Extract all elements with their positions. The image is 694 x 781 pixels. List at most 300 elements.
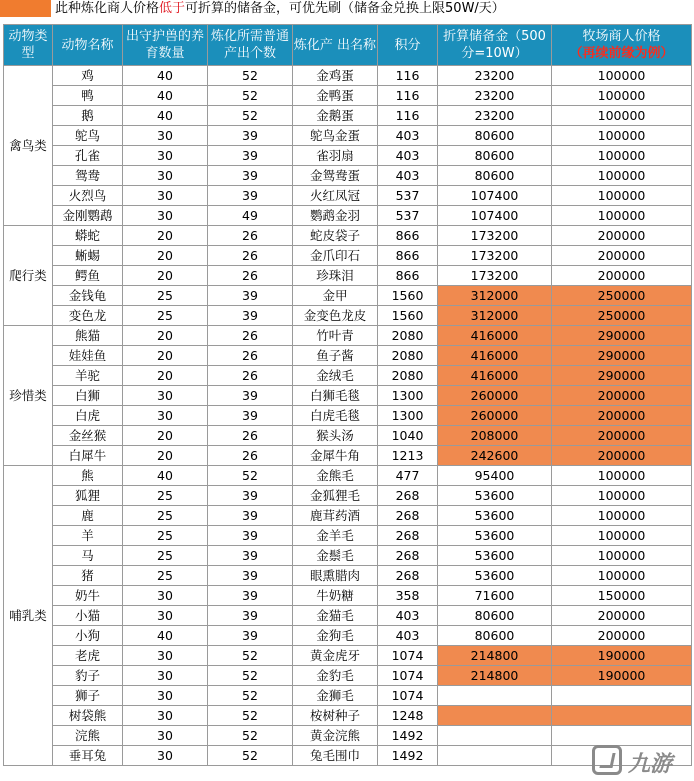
reserve-cell: 53600 xyxy=(438,526,552,546)
breed-count-cell: 30 xyxy=(123,206,208,226)
reserve-cell: 23200 xyxy=(438,106,552,126)
product-name-cell: 金熊毛 xyxy=(293,466,378,486)
points-cell: 1560 xyxy=(378,286,438,306)
points-cell: 866 xyxy=(378,266,438,286)
product-name-cell: 金鸳鸯蛋 xyxy=(293,166,378,186)
product-name-cell: 白狮毛毯 xyxy=(293,386,378,406)
points-cell: 1074 xyxy=(378,686,438,706)
breed-count-cell: 20 xyxy=(123,446,208,466)
table-row xyxy=(4,386,692,406)
merchant-price-cell: 290000 xyxy=(552,346,692,366)
animal-name-cell: 白狮 xyxy=(53,386,123,406)
needed-count-cell: 39 xyxy=(208,546,293,566)
breed-count-cell: 30 xyxy=(123,646,208,666)
merchant-price-cell: 200000 xyxy=(552,426,692,446)
breed-count-cell: 20 xyxy=(123,326,208,346)
needed-count-cell: 39 xyxy=(208,506,293,526)
reserve-cell: 107400 xyxy=(438,186,552,206)
product-name-cell: 金狮毛 xyxy=(293,686,378,706)
table-row xyxy=(4,106,692,126)
product-name-cell: 金豹毛 xyxy=(293,666,378,686)
animal-name-cell: 猪 xyxy=(53,566,123,586)
watermark xyxy=(592,743,692,777)
merchant-price-cell: 100000 xyxy=(552,506,692,526)
reserve-cell: 71600 xyxy=(438,586,552,606)
points-cell: 403 xyxy=(378,126,438,146)
merchant-price-cell: 190000 xyxy=(552,666,692,686)
points-cell: 1560 xyxy=(378,306,438,326)
reserve-cell: 53600 xyxy=(438,566,552,586)
product-name-cell: 鹿茸药酒 xyxy=(293,506,378,526)
needed-count-cell: 39 xyxy=(208,626,293,646)
table-row xyxy=(4,366,692,386)
table-row xyxy=(4,746,692,766)
reserve-cell: 80600 xyxy=(438,166,552,186)
notice-text-highlight: 低于 xyxy=(159,1,186,16)
merchant-price-cell: 200000 xyxy=(552,446,692,466)
breed-count-cell: 25 xyxy=(123,546,208,566)
product-name-cell: 鹦鹉金羽 xyxy=(293,206,378,226)
needed-count-cell: 52 xyxy=(208,746,293,766)
product-name-cell: 金鹅蛋 xyxy=(293,106,378,126)
category-cell: 爬行类 xyxy=(4,226,53,326)
breed-count-cell: 20 xyxy=(123,226,208,246)
animal-name-cell: 小狗 xyxy=(53,626,123,646)
header-category: 动物类型 xyxy=(4,25,53,66)
merchant-price-cell: 190000 xyxy=(552,646,692,666)
merchant-price-cell: 100000 xyxy=(552,106,692,126)
breed-count-cell: 25 xyxy=(123,286,208,306)
reserve-cell: 23200 xyxy=(438,66,552,86)
needed-count-cell: 39 xyxy=(208,606,293,626)
table-row xyxy=(4,186,692,206)
breed-count-cell: 25 xyxy=(123,526,208,546)
breed-count-cell: 30 xyxy=(123,146,208,166)
needed-count-cell: 49 xyxy=(208,206,293,226)
product-name-cell: 金羊毛 xyxy=(293,526,378,546)
breed-count-cell: 30 xyxy=(123,706,208,726)
points-cell: 358 xyxy=(378,586,438,606)
table-row xyxy=(4,346,692,366)
breed-count-cell: 30 xyxy=(123,746,208,766)
table-row xyxy=(4,306,692,326)
table-row xyxy=(4,626,692,646)
needed-count-cell: 39 xyxy=(208,306,293,326)
product-name-cell: 鱼子酱 xyxy=(293,346,378,366)
merchant-price-cell: 100000 xyxy=(552,166,692,186)
header-row xyxy=(4,25,692,66)
product-name-cell: 猴头汤 xyxy=(293,426,378,446)
needed-count-cell: 26 xyxy=(208,446,293,466)
notice-text-after: 可折算的储备金，可优先刷（储备金兑换上限50W/天） xyxy=(185,1,505,16)
points-cell: 2080 xyxy=(378,346,438,366)
animal-name-cell: 豹子 xyxy=(53,666,123,686)
product-name-cell: 牛奶糖 xyxy=(293,586,378,606)
watermark-text: 九游 xyxy=(628,752,673,777)
product-name-cell: 金狐狸毛 xyxy=(293,486,378,506)
reserve-cell: 80600 xyxy=(438,606,552,626)
needed-count-cell: 26 xyxy=(208,266,293,286)
reserve-cell: 416000 xyxy=(438,326,552,346)
table-row xyxy=(4,426,692,446)
breed-count-cell: 20 xyxy=(123,266,208,286)
header-reserve: 折算储备金（500分=10W） xyxy=(438,25,552,66)
animal-name-cell: 狮子 xyxy=(53,686,123,706)
product-name-cell: 黄金浣熊 xyxy=(293,726,378,746)
reserve-cell: 95400 xyxy=(438,466,552,486)
category-cell: 哺乳类 xyxy=(4,466,53,766)
needed-count-cell: 39 xyxy=(208,126,293,146)
points-cell: 477 xyxy=(378,466,438,486)
reserve-cell: 80600 xyxy=(438,626,552,646)
product-name-cell: 金狗毛 xyxy=(293,626,378,646)
merchant-price-cell: 100000 xyxy=(552,566,692,586)
points-cell: 537 xyxy=(378,206,438,226)
breed-count-cell: 40 xyxy=(123,106,208,126)
needed-count-cell: 39 xyxy=(208,166,293,186)
animal-name-cell: 蜥蜴 xyxy=(53,246,123,266)
reserve-cell: 242600 xyxy=(438,446,552,466)
header-points: 积分 xyxy=(378,25,438,66)
table-row xyxy=(4,446,692,466)
header-needed-count: 炼化所需普通产出个数 xyxy=(208,25,293,66)
needed-count-cell: 26 xyxy=(208,326,293,346)
product-name-cell: 蛇皮袋子 xyxy=(293,226,378,246)
points-cell: 116 xyxy=(378,86,438,106)
reserve-cell: 53600 xyxy=(438,506,552,526)
needed-count-cell: 52 xyxy=(208,106,293,126)
reserve-cell: 80600 xyxy=(438,126,552,146)
points-cell: 1300 xyxy=(378,386,438,406)
table-row xyxy=(4,286,692,306)
breed-count-cell: 30 xyxy=(123,126,208,146)
animal-name-cell: 金钱龟 xyxy=(53,286,123,306)
animal-name-cell: 白虎 xyxy=(53,406,123,426)
merchant-price-cell: 250000 xyxy=(552,286,692,306)
merchant-price-cell: 200000 xyxy=(552,386,692,406)
merchant-price-cell xyxy=(552,686,692,706)
points-cell: 537 xyxy=(378,186,438,206)
header-breed-count: 出守护兽的养育数量 xyxy=(123,25,208,66)
breed-count-cell: 20 xyxy=(123,426,208,446)
animal-name-cell: 变色龙 xyxy=(53,306,123,326)
product-name-cell: 竹叶青 xyxy=(293,326,378,346)
table-row xyxy=(4,126,692,146)
reserve-cell: 173200 xyxy=(438,266,552,286)
needed-count-cell: 52 xyxy=(208,466,293,486)
points-cell: 1300 xyxy=(378,406,438,426)
needed-count-cell: 26 xyxy=(208,426,293,446)
points-cell: 1074 xyxy=(378,646,438,666)
points-cell: 268 xyxy=(378,526,438,546)
breed-count-cell: 30 xyxy=(123,606,208,626)
breed-count-cell: 30 xyxy=(123,166,208,186)
animal-name-cell: 火烈鸟 xyxy=(53,186,123,206)
breed-count-cell: 30 xyxy=(123,666,208,686)
product-name-cell: 珍珠泪 xyxy=(293,266,378,286)
table-row xyxy=(4,246,692,266)
breed-count-cell: 40 xyxy=(123,466,208,486)
points-cell: 2080 xyxy=(378,326,438,346)
table-row xyxy=(4,506,692,526)
product-name-cell: 金猫毛 xyxy=(293,606,378,626)
points-cell: 116 xyxy=(378,66,438,86)
product-name-cell: 金鬃毛 xyxy=(293,546,378,566)
reserve-cell: 416000 xyxy=(438,366,552,386)
breed-count-cell: 30 xyxy=(123,406,208,426)
needed-count-cell: 52 xyxy=(208,86,293,106)
reserve-cell: 53600 xyxy=(438,486,552,506)
product-name-cell: 金绒毛 xyxy=(293,366,378,386)
animal-name-cell: 鸵鸟 xyxy=(53,126,123,146)
breed-count-cell: 25 xyxy=(123,306,208,326)
reserve-cell: 260000 xyxy=(438,386,552,406)
merchant-price-cell xyxy=(552,706,692,726)
animal-name-cell: 鹿 xyxy=(53,506,123,526)
reserve-cell xyxy=(438,706,552,726)
points-cell: 116 xyxy=(378,106,438,126)
merchant-price-cell: 150000 xyxy=(552,586,692,606)
reserve-cell xyxy=(438,686,552,706)
table-row xyxy=(4,646,692,666)
table-row xyxy=(4,466,692,486)
product-name-cell: 金鸡蛋 xyxy=(293,66,378,86)
points-cell: 268 xyxy=(378,566,438,586)
reserve-cell: 214800 xyxy=(438,646,552,666)
product-name-cell: 鸵鸟金蛋 xyxy=(293,126,378,146)
points-cell: 403 xyxy=(378,626,438,646)
category-cell: 禽鸟类 xyxy=(4,66,53,226)
points-cell: 268 xyxy=(378,546,438,566)
product-name-cell: 桉树种子 xyxy=(293,706,378,726)
points-cell: 268 xyxy=(378,486,438,506)
table-row xyxy=(4,606,692,626)
needed-count-cell: 39 xyxy=(208,586,293,606)
merchant-price-cell: 200000 xyxy=(552,606,692,626)
points-cell: 1492 xyxy=(378,746,438,766)
reserve-cell: 214800 xyxy=(438,666,552,686)
animal-name-cell: 老虎 xyxy=(53,646,123,666)
reserve-cell: 80600 xyxy=(438,146,552,166)
table-row xyxy=(4,726,692,746)
breed-count-cell: 40 xyxy=(123,66,208,86)
reserve-cell: 312000 xyxy=(438,286,552,306)
category-cell: 珍惜类 xyxy=(4,326,53,466)
points-cell: 268 xyxy=(378,506,438,526)
animal-name-cell: 浣熊 xyxy=(53,726,123,746)
product-name-cell: 兔毛围巾 xyxy=(293,746,378,766)
needed-count-cell: 39 xyxy=(208,386,293,406)
breed-count-cell: 30 xyxy=(123,726,208,746)
table-row xyxy=(4,486,692,506)
animal-name-cell: 羊驼 xyxy=(53,366,123,386)
needed-count-cell: 52 xyxy=(208,666,293,686)
product-name-cell: 金甲 xyxy=(293,286,378,306)
animal-name-cell: 娃娃鱼 xyxy=(53,346,123,366)
product-name-cell: 金变色龙皮 xyxy=(293,306,378,326)
merchant-price-cell: 100000 xyxy=(552,146,692,166)
table-row xyxy=(4,526,692,546)
table-row xyxy=(4,166,692,186)
reserve-cell: 173200 xyxy=(438,246,552,266)
needed-count-cell: 52 xyxy=(208,686,293,706)
reserve-cell xyxy=(438,726,552,746)
points-cell: 403 xyxy=(378,146,438,166)
reserve-cell: 416000 xyxy=(438,346,552,366)
table-row xyxy=(4,586,692,606)
table-row xyxy=(4,266,692,286)
breed-count-cell: 40 xyxy=(123,86,208,106)
table-row xyxy=(4,86,692,106)
notice-text xyxy=(55,0,505,17)
merchant-price-cell: 290000 xyxy=(552,366,692,386)
animal-name-cell: 羊 xyxy=(53,526,123,546)
animal-name-cell: 马 xyxy=(53,546,123,566)
points-cell: 2080 xyxy=(378,366,438,386)
merchant-price-cell: 100000 xyxy=(552,206,692,226)
needed-count-cell: 39 xyxy=(208,286,293,306)
product-name-cell: 眼熏腊肉 xyxy=(293,566,378,586)
needed-count-cell: 52 xyxy=(208,706,293,726)
animal-name-cell: 小猫 xyxy=(53,606,123,626)
price-table xyxy=(3,24,692,766)
needed-count-cell: 39 xyxy=(208,186,293,206)
jiuyou-logo-icon xyxy=(592,745,622,775)
product-name-cell: 金鸭蛋 xyxy=(293,86,378,106)
reserve-cell: 23200 xyxy=(438,86,552,106)
points-cell: 1492 xyxy=(378,726,438,746)
breed-count-cell: 25 xyxy=(123,486,208,506)
points-cell: 1248 xyxy=(378,706,438,726)
breed-count-cell: 25 xyxy=(123,566,208,586)
animal-name-cell: 熊猫 xyxy=(53,326,123,346)
needed-count-cell: 39 xyxy=(208,406,293,426)
needed-count-cell: 26 xyxy=(208,346,293,366)
merchant-price-cell: 100000 xyxy=(552,126,692,146)
table-row xyxy=(4,206,692,226)
animal-name-cell: 白犀牛 xyxy=(53,446,123,466)
animal-name-cell: 孔雀 xyxy=(53,146,123,166)
animal-name-cell: 鸭 xyxy=(53,86,123,106)
needed-count-cell: 52 xyxy=(208,646,293,666)
table-row xyxy=(4,686,692,706)
table-row xyxy=(4,66,692,86)
merchant-price-cell: 100000 xyxy=(552,466,692,486)
needed-count-cell: 39 xyxy=(208,566,293,586)
needed-count-cell: 52 xyxy=(208,66,293,86)
merchant-price-cell: 100000 xyxy=(552,546,692,566)
needed-count-cell: 39 xyxy=(208,146,293,166)
needed-count-cell: 39 xyxy=(208,486,293,506)
merchant-price-cell: 200000 xyxy=(552,406,692,426)
breed-count-cell: 20 xyxy=(123,366,208,386)
animal-name-cell: 蟒蛇 xyxy=(53,226,123,246)
product-name-cell: 金犀牛角 xyxy=(293,446,378,466)
merchant-price-cell: 100000 xyxy=(552,526,692,546)
points-cell: 1040 xyxy=(378,426,438,446)
header-merchant-price xyxy=(552,25,692,66)
header-animal-name: 动物名称 xyxy=(53,25,123,66)
animal-name-cell: 鹅 xyxy=(53,106,123,126)
merchant-price-cell: 200000 xyxy=(552,246,692,266)
table-row xyxy=(4,666,692,686)
merchant-price-cell: 100000 xyxy=(552,186,692,206)
animal-name-cell: 熊 xyxy=(53,466,123,486)
breed-count-cell: 30 xyxy=(123,386,208,406)
merchant-price-cell: 200000 xyxy=(552,266,692,286)
table-row xyxy=(4,226,692,246)
merchant-price-cell: 100000 xyxy=(552,486,692,506)
breed-count-cell: 20 xyxy=(123,246,208,266)
animal-name-cell: 树袋熊 xyxy=(53,706,123,726)
reserve-cell: 260000 xyxy=(438,406,552,426)
needed-count-cell: 26 xyxy=(208,246,293,266)
reserve-cell: 208000 xyxy=(438,426,552,446)
animal-name-cell: 狐狸 xyxy=(53,486,123,506)
needed-count-cell: 26 xyxy=(208,226,293,246)
breed-count-cell: 25 xyxy=(123,506,208,526)
points-cell: 403 xyxy=(378,606,438,626)
table-row xyxy=(4,706,692,726)
animal-name-cell: 金丝猴 xyxy=(53,426,123,446)
points-cell: 403 xyxy=(378,166,438,186)
header-merchant-note: （再续前缘为例） xyxy=(569,46,674,61)
reserve-cell: 173200 xyxy=(438,226,552,246)
product-name-cell: 雀羽扇 xyxy=(293,146,378,166)
notice-bar xyxy=(0,0,694,17)
needed-count-cell: 26 xyxy=(208,366,293,386)
reserve-cell: 312000 xyxy=(438,306,552,326)
table-row xyxy=(4,326,692,346)
product-name-cell: 白虎毛毯 xyxy=(293,406,378,426)
animal-name-cell: 鸡 xyxy=(53,66,123,86)
merchant-price-cell: 250000 xyxy=(552,306,692,326)
animal-name-cell: 金刚鹦鹉 xyxy=(53,206,123,226)
table-row xyxy=(4,146,692,166)
animal-name-cell: 鳄鱼 xyxy=(53,266,123,286)
header-product-name: 炼化产 出名称 xyxy=(293,25,378,66)
reserve-cell: 53600 xyxy=(438,546,552,566)
needed-count-cell: 52 xyxy=(208,726,293,746)
merchant-price-cell: 200000 xyxy=(552,226,692,246)
points-cell: 1074 xyxy=(378,666,438,686)
animal-name-cell: 鸳鸯 xyxy=(53,166,123,186)
breed-count-cell: 30 xyxy=(123,186,208,206)
reserve-cell xyxy=(438,746,552,766)
breed-count-cell: 30 xyxy=(123,686,208,706)
points-cell: 866 xyxy=(378,226,438,246)
notice-text-before: 此种炼化商人价格 xyxy=(55,1,160,16)
product-name-cell: 金爪印石 xyxy=(293,246,378,266)
table-row xyxy=(4,546,692,566)
table-row xyxy=(4,406,692,426)
animal-name-cell: 奶牛 xyxy=(53,586,123,606)
notice-swatch xyxy=(0,0,51,17)
breed-count-cell: 30 xyxy=(123,586,208,606)
merchant-price-cell: 100000 xyxy=(552,66,692,86)
merchant-price-cell: 200000 xyxy=(552,626,692,646)
header-merchant-price-label: 牧场商人价格 xyxy=(582,29,661,44)
animal-name-cell: 垂耳兔 xyxy=(53,746,123,766)
breed-count-cell: 20 xyxy=(123,346,208,366)
points-cell: 866 xyxy=(378,246,438,266)
points-cell: 1213 xyxy=(378,446,438,466)
product-name-cell: 黄金虎牙 xyxy=(293,646,378,666)
product-name-cell: 火红凤冠 xyxy=(293,186,378,206)
breed-count-cell: 40 xyxy=(123,626,208,646)
merchant-price-cell: 100000 xyxy=(552,86,692,106)
merchant-price-cell: 290000 xyxy=(552,326,692,346)
